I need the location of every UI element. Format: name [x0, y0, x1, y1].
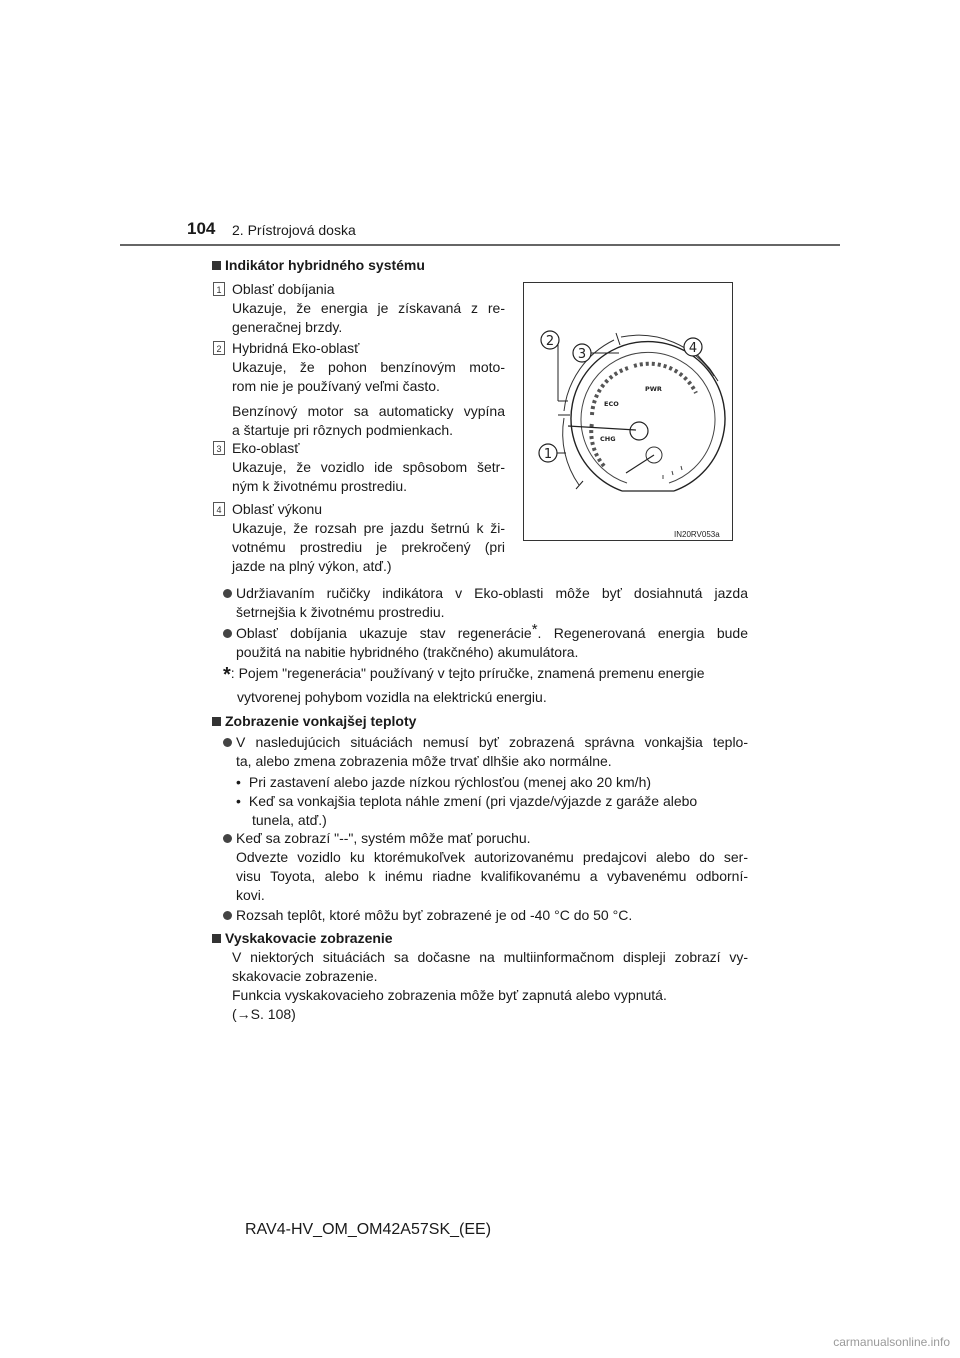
round-bullet-icon — [223, 911, 232, 920]
callout-4: 4 — [688, 341, 698, 356]
chg-zone-label: CHG — [600, 435, 616, 443]
bullet-eco-driving: Udržiavaním ručičky indikátora v Eko-oblasti môže byť dosiahnutá jazda šetrnejšia k životnému prostrediu. — [223, 584, 748, 622]
item-number-2: 2 — [213, 341, 225, 355]
temp-bullet-1: V nasledujúcich situáciách nemusí byť zobrazená správna vonkajšia teplo- ta, alebo zmena zobrazenia môže trvať dlhšie ako normálne. — [223, 733, 748, 771]
square-bullet-icon — [212, 934, 221, 943]
square-bullet-icon — [212, 261, 221, 270]
figure-code: IN20RV053a — [674, 530, 720, 539]
eco-zone-label: ECO — [604, 400, 619, 408]
pwr-zone-label: PWR — [645, 385, 662, 393]
item-number-3: 3 — [213, 441, 225, 455]
callout-3: 3 — [577, 347, 587, 362]
temp-bullet-3: Rozsah teplôt, ktoré môžu byť zobrazené je od -40 °C do 50 °C. — [223, 906, 748, 925]
popup-body: V niektorých situáciách sa dočasne na multiinformačnom displeji zobrazí vy- skakovacie zobrazenie. Funkcia vyskakovacieho zobrazenia môže byť zapnutá alebo vypnutá. (→S. 108) — [232, 949, 748, 1022]
footnote: *: Pojem "regenerácia" používaný v tejto príručke, znamená premenu energie vytvorenej pohybom vozidla na elektrickú energiu. — [223, 664, 705, 705]
popup-heading: Vyskakovacie zobrazenie — [212, 929, 393, 948]
chapter-title: 2. Prístrojová doska — [232, 222, 356, 238]
footnote-mark: * — [223, 664, 231, 686]
square-bullet-icon — [212, 717, 221, 726]
gauge-illustration — [524, 283, 732, 540]
round-bullet-icon — [223, 738, 232, 747]
temp-subitems: • Pri zastavení alebo jazde nízkou rýchlosťou (menej ako 20 km/h) • Keď sa vonkajšia teplota náhle zmení (pri vjazde/výjazde z garáže alebo tunela, atď.) — [236, 774, 698, 828]
header-rule — [120, 244, 840, 246]
hybrid-gauge-figure — [523, 282, 733, 541]
temp-bullet-2: Keď sa zobrazí "--", systém môže mať poruchu. Odvezte vozidlo ku ktorémukoľvek autorizovanému predajcovi alebo do ser- visu Toyota, alebo k inému riadne kvalifikovanému a vybavenému odborní- kovi. — [223, 829, 748, 905]
item-number-1: 1 — [213, 282, 225, 296]
callout-2: 2 — [545, 334, 555, 349]
page-reference-link[interactable]: (→S. 108) — [232, 1006, 296, 1022]
page-number: 104 — [187, 219, 216, 238]
item-hybrid-eco-area: Hybridná Eko-oblasť Ukazuje, že pohon benzínovým moto- rom nie je používaný veľmi často. Benzínový motor sa automaticky vypína a štartuje pri rôznych podmienkach. — [232, 340, 505, 438]
round-bullet-icon — [223, 834, 232, 843]
watermark[interactable]: carmanualsonline.info — [833, 1335, 950, 1349]
item-power-area: Oblasť výkonu Ukazuje, že rozsah pre jazdu šetrnú k ži- votnému prostrediu je prekročený (pri jazde na plný výkon, atď.) — [232, 501, 505, 574]
temp-heading: Zobrazenie vonkajšej teploty — [212, 712, 416, 731]
item-eco-area: Eko-oblasť Ukazuje, že vozidlo ide spôsobom šetr- ným k životnému prostrediu. — [232, 440, 505, 494]
footnote-asterisk: * — [531, 621, 538, 638]
callout-1: 1 — [543, 447, 553, 462]
round-bullet-icon — [223, 589, 232, 598]
document-code: RAV4-HV_OM_OM42A57SK_(EE) — [245, 1221, 492, 1238]
bullet-charge-area: Oblasť dobíjania ukazuje stav regenerácie*. Regenerovaná energia bude použitá na nabitie hybridného (trakčného) akumulátora. — [223, 624, 748, 662]
hybrid-heading: Indikátor hybridného systému — [212, 256, 425, 275]
item-charge-area: Oblasť dobíjania Ukazuje, že energia je získavaná z re- generačnej brzdy. — [232, 281, 505, 335]
round-bullet-icon — [223, 629, 232, 638]
item-number-4: 4 — [213, 502, 225, 516]
